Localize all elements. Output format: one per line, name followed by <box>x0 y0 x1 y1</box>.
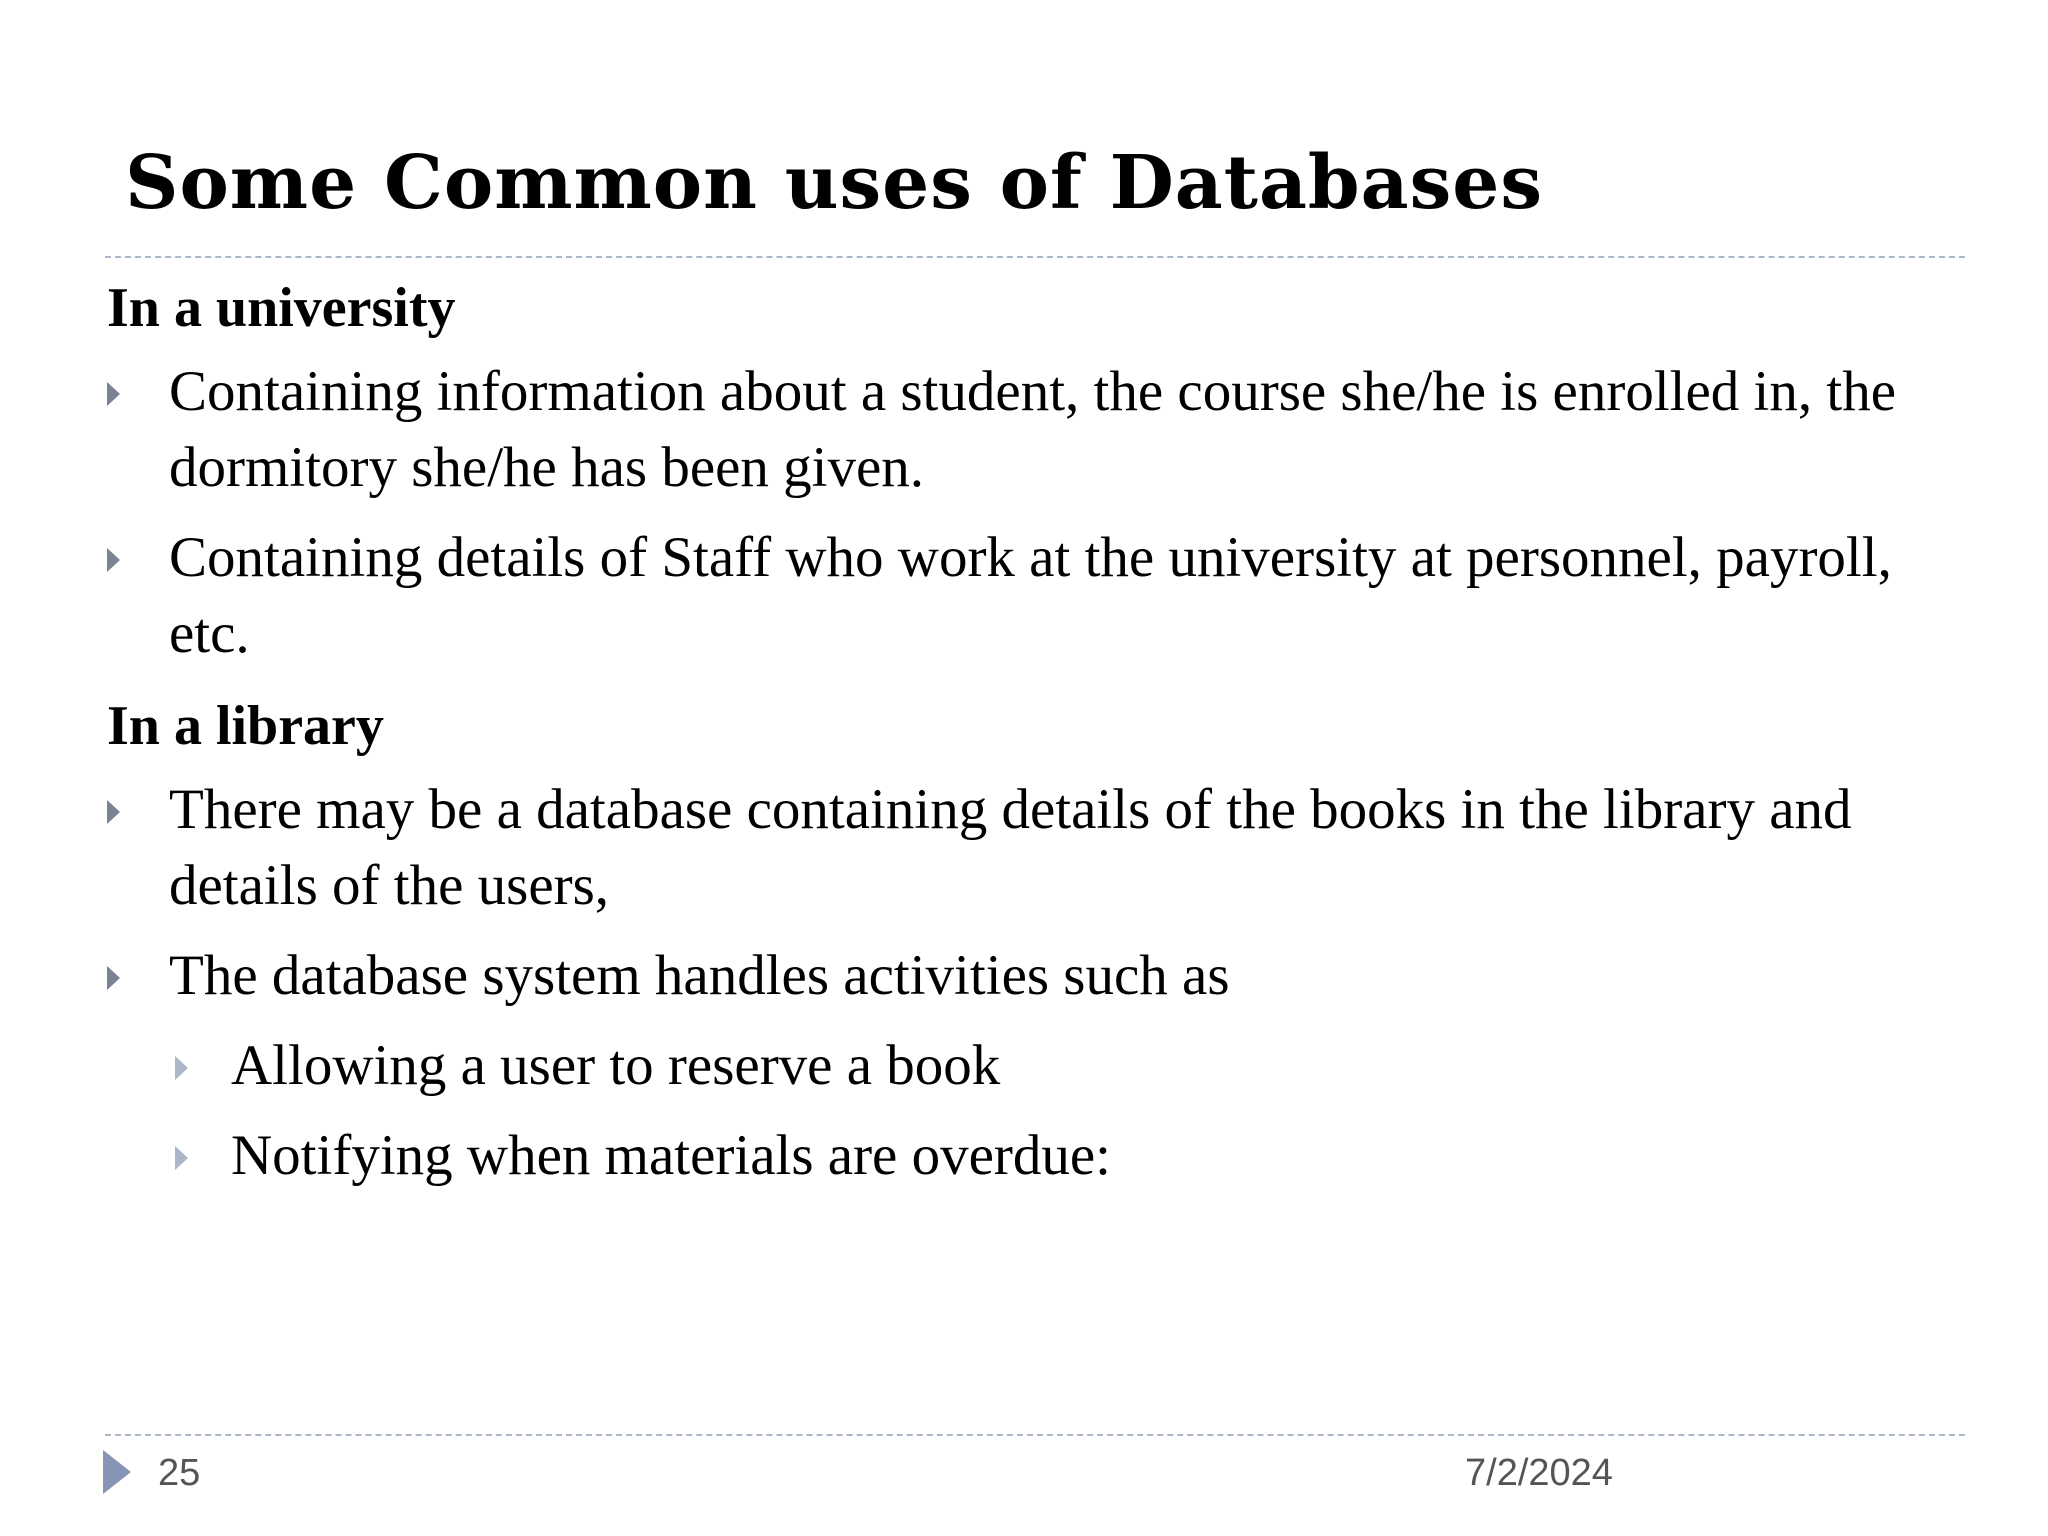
sub-bullet-arrow-icon <box>175 1146 188 1170</box>
title-divider <box>105 256 1965 258</box>
bullet-text: Containing details of Staff who work at the university at personnel, payroll, etc. <box>169 526 1892 665</box>
bullet-arrow-icon <box>107 800 120 824</box>
slide-body <box>107 268 1967 1208</box>
sub-bullet-text: Notifying when materials are overdue: <box>231 1124 1112 1187</box>
sub-bullet-text: Allowing a user to reserve a book <box>231 1034 1001 1097</box>
section-heading-library: In a library <box>107 695 384 757</box>
bullet-item <box>107 772 1967 924</box>
bullet-item <box>107 520 1967 672</box>
sub-bullet-item <box>107 1028 1967 1104</box>
sub-bullet-arrow-icon <box>175 1056 188 1080</box>
footer-divider <box>105 1434 1965 1436</box>
page-number: 25 <box>158 1452 201 1494</box>
bullet-arrow-icon <box>107 548 120 572</box>
slide-date: 7/2/2024 <box>1465 1452 1613 1494</box>
footer-arrow-icon <box>103 1450 131 1494</box>
bullet-item <box>107 354 1967 506</box>
bullet-text: Containing information about a student, the course she/he is enrolled in, the dormitory she/he has been given. <box>169 360 1897 499</box>
bullet-arrow-icon <box>107 966 120 990</box>
bullet-text: There may be a database containing details of the books in the library and details of the users, <box>169 778 1852 917</box>
sub-bullet-item <box>107 1118 1967 1194</box>
slide-title: Some Common uses of Databases <box>125 140 1543 226</box>
bullet-item <box>107 938 1967 1014</box>
bullet-arrow-icon <box>107 382 120 406</box>
bullet-text: The database system handles activities such as <box>169 944 1230 1007</box>
section-heading-university: In a university <box>107 277 456 339</box>
